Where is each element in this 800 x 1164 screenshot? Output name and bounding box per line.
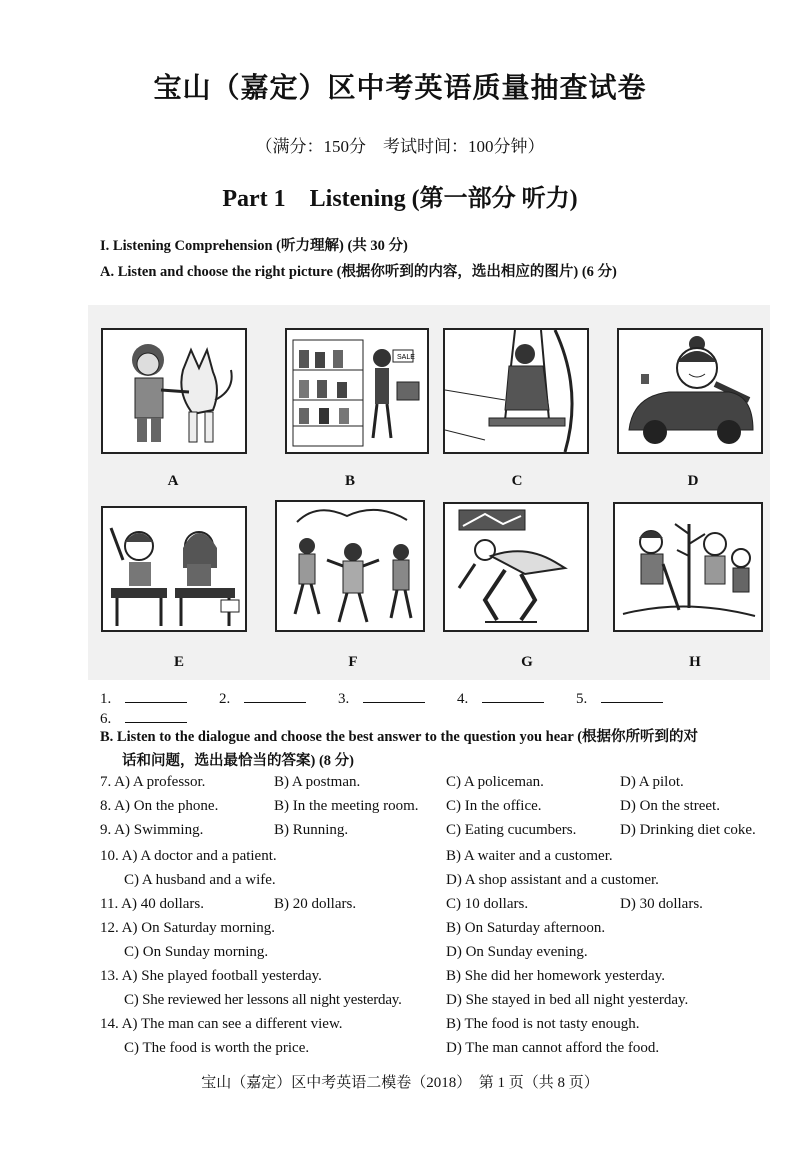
boy-hugging-dog-icon — [103, 330, 245, 452]
q10-option-b: B) A waiter and a customer. — [446, 848, 613, 864]
people-doing-exercise-icon — [277, 502, 423, 630]
q12-option-a: 12. A) On Saturday morning. — [100, 920, 275, 936]
picture-f — [275, 500, 425, 632]
picture-c — [443, 328, 589, 454]
girl-driving-car-icon — [619, 330, 761, 452]
answer-blank[interactable]: 6. — [100, 708, 201, 728]
picture-label-a: A — [167, 473, 179, 489]
picture-h — [613, 502, 763, 632]
q8-option-d: D) On the street. — [620, 798, 720, 814]
picture-label-h: H — [689, 654, 701, 670]
children-at-desks-icon — [103, 508, 245, 630]
q13-option-b: B) She did her homework yesterday. — [446, 968, 665, 984]
q8-option-a: 8. A) On the phone. — [100, 798, 219, 814]
answer-blank[interactable]: 3. — [338, 688, 439, 708]
picture-label-e: E — [173, 654, 184, 670]
speed-skater-icon — [445, 504, 587, 630]
shopper-in-supermarket-icon — [287, 330, 427, 452]
part-heading: Part 1 Listening (第一部分 听力) — [222, 186, 578, 212]
picture-g — [443, 502, 589, 632]
q14-option-b: B) The food is not tasty enough. — [446, 1016, 640, 1032]
q7-option-c: C) A policeman. — [446, 774, 544, 790]
picture-label-c: C — [511, 473, 523, 489]
q8-option-b: B) In the meeting room. — [274, 798, 419, 814]
picture-d — [617, 328, 763, 454]
q7-option-d: D) A pilot. — [620, 774, 684, 790]
exam-subtitle: （满分：150分 考试时间：100分钟） — [255, 137, 545, 156]
section-b-heading-line1: B. Listen to the dialogue and choose the best answer to the question you hear (根据你所听到的对 — [100, 729, 699, 745]
q13-option-c: C) She reviewed her lessons all night yesterday. — [124, 992, 402, 1008]
picture-e — [101, 506, 247, 632]
q9-option-d: D) Drinking diet coke. — [620, 822, 756, 838]
section-1-heading: I. Listening Comprehension (听力理解) (共 30 分) — [100, 238, 408, 254]
q7-option-a: 7. A) A professor. — [100, 774, 206, 790]
q10-option-d: D) A shop assistant and a customer. — [446, 872, 659, 888]
picture-label-d: D — [687, 473, 699, 489]
q8-option-c: C) In the office. — [446, 798, 542, 814]
q13-option-a: 13. A) She played football yesterday. — [100, 968, 322, 984]
exam-title: 宝山（嘉定）区中考英语质量抽查试卷 — [153, 73, 647, 104]
section-b-heading-line2: 话和问题，选出最恰当的答案) (8 分) — [122, 753, 354, 769]
answer-blank[interactable]: 5. — [576, 688, 677, 708]
q14-option-d: D) The man cannot afford the food. — [446, 1040, 660, 1056]
q12-option-b: B) On Saturday afternoon. — [446, 920, 606, 936]
picture-label-g: G — [521, 654, 533, 670]
picture-label-b: B — [344, 473, 355, 489]
q7-option-b: B) A postman. — [274, 774, 361, 790]
q11-option-a: 11. A) 40 dollars. — [100, 896, 205, 912]
q9-option-c: C) Eating cucumbers. — [446, 822, 577, 838]
section-a-heading: A. Listen and choose the right picture (根据你听到的内容，选出相应的图片) (6 分) — [100, 264, 617, 280]
q14-option-a: 14. A) The man can see a different view. — [100, 1016, 343, 1032]
answer-blanks — [100, 688, 800, 728]
answer-blank[interactable]: 4. — [457, 688, 558, 708]
q10-option-c: C) A husband and a wife. — [124, 872, 276, 888]
q9-option-a: 9. A) Swimming. — [100, 822, 204, 838]
q11-option-c: C) 10 dollars. — [446, 896, 529, 912]
children-planting-trees-icon — [615, 504, 761, 630]
q12-option-d: D) On Sunday evening. — [446, 944, 588, 960]
q10-option-a: 10. A) A doctor and a patient. — [100, 848, 277, 864]
answer-blank[interactable]: 2. — [219, 688, 320, 708]
q11-option-d: D) 30 dollars. — [620, 896, 703, 912]
answer-blank[interactable]: 1. — [100, 688, 201, 708]
picture-label-f: F — [348, 654, 358, 670]
q14-option-c: C) The food is worth the price. — [124, 1040, 310, 1056]
picture-b — [285, 328, 429, 454]
q12-option-c: C) On Sunday morning. — [124, 944, 269, 960]
page-footer: 宝山（嘉定）区中考英语二模卷（2018） 第 1 页（共 8 页） — [201, 1075, 599, 1091]
person-on-swing-icon — [445, 330, 587, 452]
svg-text:SALE: SALE — [397, 354, 415, 361]
q13-option-d: D) She stayed in bed all night yesterday. — [446, 992, 689, 1008]
q11-option-b: B) 20 dollars. — [274, 896, 357, 912]
picture-a — [101, 328, 247, 454]
q9-option-b: B) Running. — [274, 822, 349, 838]
